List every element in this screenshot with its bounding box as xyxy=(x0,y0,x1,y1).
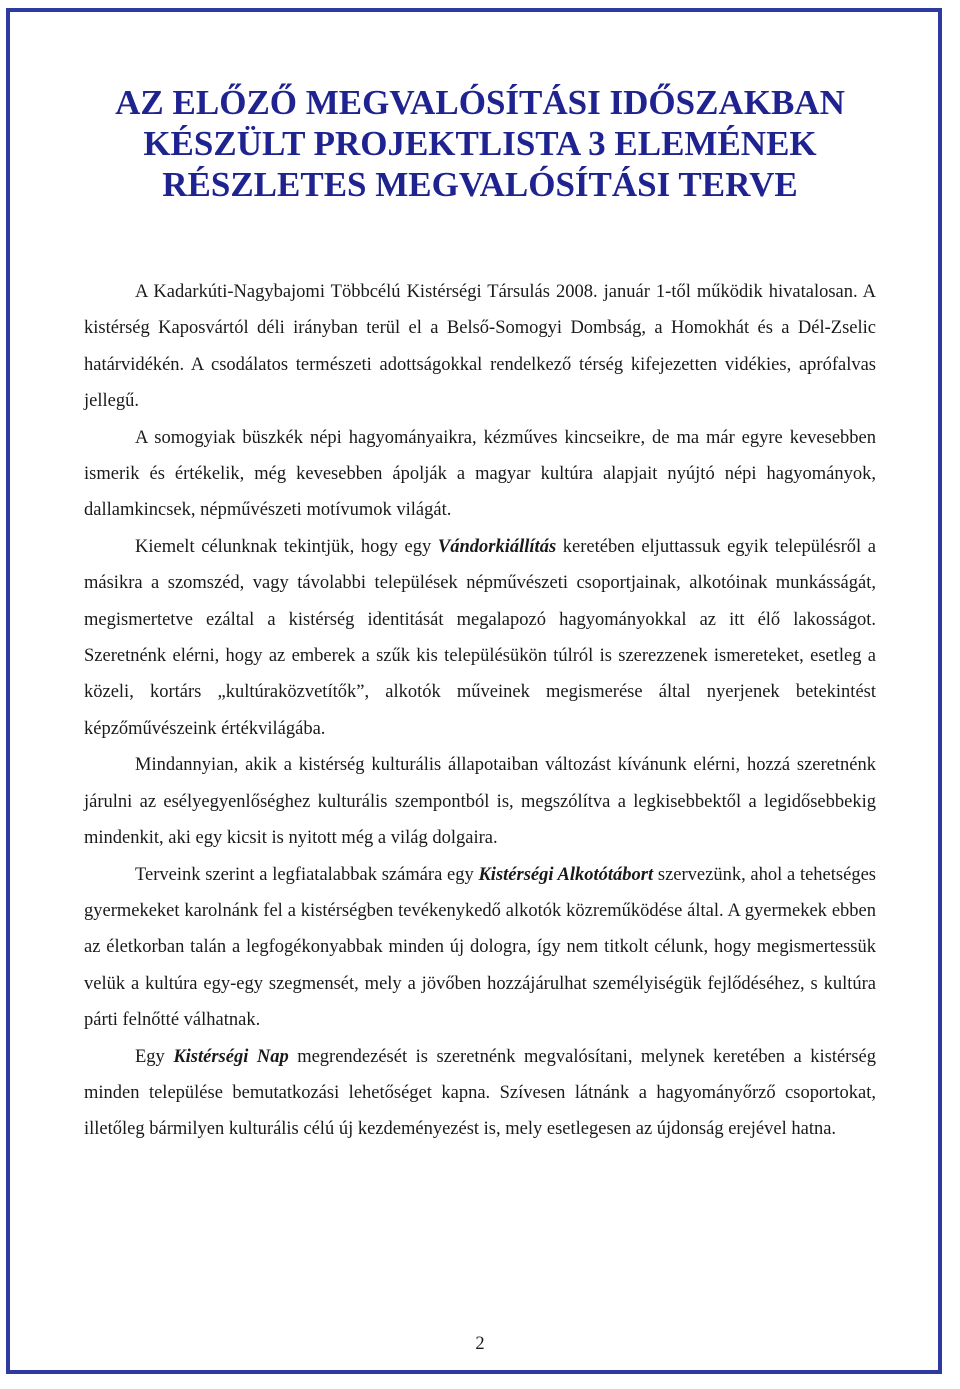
paragraph-5-text-start: Terveink szerint a legfiatalabbak számára egy xyxy=(135,864,479,885)
paragraph-6 xyxy=(84,1039,876,1148)
vandorkiallitas-emphasis: Vándorkiállítás xyxy=(437,536,557,557)
document-title xyxy=(0,82,960,205)
paragraph-6-text-start: Egy xyxy=(135,1046,174,1067)
title-line-1: AZ ELŐZŐ MEGVALÓSÍTÁSI IDŐSZAKBAN xyxy=(115,83,845,122)
paragraph-1: A Kadarkúti-Nagybajomi Többcélú Kistérségi Társulás 2008. január 1-től működik hivatalosan. A kistérség Kaposvártól déli irányban terül el a Belső-Somogyi Dombság, a Homokhát és a Dél-Zselic határvidékén. A csodálatos természeti adottságokkal rendelkező térség kifejezetten vidékies, aprófalvas jellegű. xyxy=(84,282,876,412)
title-line-3: RÉSZLETES MEGVALÓSÍTÁSI TERVE xyxy=(162,165,798,204)
paragraph-6-text-end: megrendezését is szeretnénk megvalósítani, melynek keretében a kistérség minden települése bemutatkozási lehetőséget kapna. Szívesen látnánk a hagyományőrző csoportokat, illetőleg bármilyen kulturális célú új kezdeményezést is, mely esetlegesen az újdonság erejével hatna. xyxy=(84,1046,876,1140)
paragraph-5 xyxy=(84,857,876,1039)
page-number: 2 xyxy=(475,1334,485,1354)
paragraph-4: Mindannyian, akik a kistérség kulturális állapotaiban változást kívánunk elérni, hozzá szeretnénk járulni az esélyegyenlőséghez kulturális szempontból is, megszólítva a legkisebbektől a legidősebbekig mindenkit, aki egy kicsit is nyitott még a világ dolgaira. xyxy=(84,755,876,849)
paragraph-3-text-end: keretében eljuttassuk egyik településről a másikra a szomszéd, vagy távolabbi települések népművészeti csoportjainak, alkotóinak munkásságát, megismertetve ezáltal a kistérség identitását megalapozó hagyományokkal az itt élő lakosságot. Szeretnénk elérni, hogy az emberek a szűk kis településükön túlról is szerezzenek ismereteket, esetleg a közeli, kortárs „kultúraközvetítők”, alkotók műveinek megismerése által nyerjenek betekintést képzőművészeink értékvilágába. xyxy=(84,536,876,739)
paragraph-3 xyxy=(84,529,876,747)
document-body xyxy=(84,274,876,1148)
paragraph-5-text-end: szervezünk, ahol a tehetséges gyermekeket karolnánk fel a kistérségben tevékenykedő alkotók közreműködése által. A gyermekek ebben az életkorban talán a legfogékonyabbak minden új dologra, így nem titkolt célunk, hogy megismertessük velük a kultúra egy-egy szegmensét, mely a jövőben hozzájárulhat személyiségük fejlődéséhez, s kultúra párti felnőtté válhatnak. xyxy=(84,864,876,1031)
paragraph-2: A somogyiak büszkék népi hagyományaikra, kézműves kincseikre, de ma már egyre kevesebben ismerik és értékelik, még kevesebben ápolják a magyar kultúra alapjait nyújtó népi hagyományok, dallamkincsek, népművészeti motívumok világát. xyxy=(84,427,876,521)
kistersegi-nap-emphasis: Kistérségi Nap xyxy=(173,1046,289,1067)
title-line-2: KÉSZÜLT PROJEKTLISTA 3 ELEMÉNEK xyxy=(143,124,817,163)
paragraph-3-text-start: Kiemelt célunknak tekintjük, hogy egy xyxy=(135,536,438,557)
alkototabor-emphasis: Kistérségi Alkotótábort xyxy=(478,864,654,885)
